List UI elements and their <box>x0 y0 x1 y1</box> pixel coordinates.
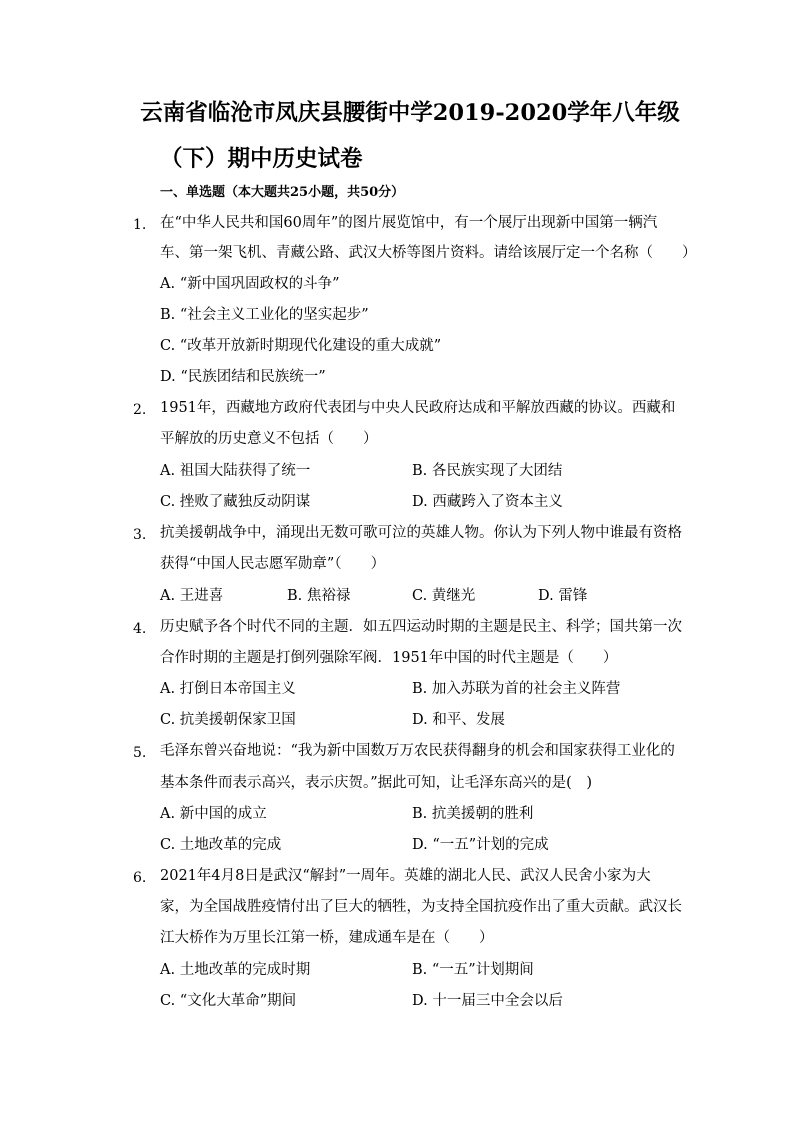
option-d[interactable]: D. 西藏跨入了资本主义 <box>412 494 563 510</box>
question-stem-line: 合作时期的主题是打倒列强除军阀．1951年中国的时代主题是（ ） <box>160 650 618 666</box>
question-number: 2. <box>133 402 147 418</box>
question-number: 4. <box>133 621 147 637</box>
option-a[interactable]: A. 新中国的成立 <box>160 806 267 822</box>
option-b[interactable]: B. 各民族实现了大团结 <box>412 463 563 479</box>
option-a[interactable]: A. 王进喜 <box>160 588 224 604</box>
option-c[interactable]: C. 抗美援朝保家卫国 <box>160 712 296 728</box>
option-a[interactable]: A. 打倒日本帝国主义 <box>160 681 296 697</box>
question-stem-line: 获得“中国人民志愿军勋章”（ ） <box>160 556 386 572</box>
question-stem-line: 江大桥作为万里长江第一桥，建成通车是在（ ） <box>160 930 494 946</box>
question-number: 3. <box>133 527 147 543</box>
question-number: 5. <box>133 745 147 761</box>
question-stem-line: 平解放的历史意义不包括（ ） <box>160 431 378 447</box>
question-stem-line: 抗美援朝战争中，涌现出无数可歌可泣的英雄人物。你认为下列人物中谁最有资格 <box>160 525 682 541</box>
question-stem-line: 车、第一架飞机、青藏公路、武汉大桥等图片资料。请给该展厅定一个名称（ ） <box>160 245 697 261</box>
option-a[interactable]: A. 祖国大陆获得了统一 <box>160 463 311 479</box>
option-b[interactable]: B. 焦裕禄 <box>287 588 351 604</box>
question-stem-line: 家，为全国战胜疫情付出了巨大的牺牲，为支持全国抗疫作出了重大贡献。武汉长 <box>160 899 682 915</box>
option-b[interactable]: B. 抗美援朝的胜利 <box>412 806 534 822</box>
question-stem-line: 1951年，西藏地方政府代表团与中央人民政府达成和平解放西藏的协议。西藏和 <box>160 400 676 416</box>
option-d[interactable]: D. “一五”计划的完成 <box>412 837 549 853</box>
page-title: 云南省临沧市凤庆县腰街中学2019-2020学年八年级 <box>140 100 680 126</box>
page-subtitle: （下）期中历史试卷 <box>160 146 363 172</box>
option-a[interactable]: A. “新中国巩固政权的斗争” <box>160 276 340 292</box>
option-c[interactable]: C. 挫败了藏独反动阴谋 <box>160 494 311 510</box>
question-stem-line: 毛泽东曾兴奋地说：“我为新中国数万万农民获得翻身的机会和国家获得工业化的 <box>160 743 675 759</box>
option-c[interactable]: C. “文化大革命”期间 <box>160 993 297 1009</box>
option-c[interactable]: C. 黄继光 <box>412 588 476 604</box>
option-a[interactable]: A. 土地改革的完成时期 <box>160 962 311 978</box>
option-d[interactable]: D. 和平、发展 <box>412 712 505 728</box>
question-number: 6. <box>133 870 147 886</box>
option-d[interactable]: D. 雷锋 <box>538 588 588 604</box>
question-number: 1. <box>133 217 147 233</box>
section-heading: 一、单选题（本大题共25小题，共50分） <box>160 185 405 200</box>
question-stem-line: 2021年4月8日是武汉“解封”一周年。英雄的湖北人民、武汉人民舍小家为大 <box>160 868 651 884</box>
option-c[interactable]: C. 土地改革的完成 <box>160 837 282 853</box>
option-c[interactable]: C. “改革开放新时期现代化建设的重大成就” <box>160 338 442 354</box>
option-d[interactable]: D. 十一届三中全会以后 <box>412 993 563 1009</box>
option-b[interactable]: B. 加入苏联为首的社会主义阵营 <box>412 681 621 697</box>
option-b[interactable]: B. “社会主义工业化的坚实起步” <box>160 307 369 323</box>
question-stem-line: 基本条件而表示高兴，表示庆贺。”据此可知，让毛泽东高兴的是( ) <box>160 775 592 791</box>
option-d[interactable]: D. “民族团结和民族统一” <box>160 369 326 385</box>
option-b[interactable]: B. “一五”计划期间 <box>412 962 534 978</box>
question-stem-line: 历史赋予各个时代不同的主题．如五四运动时期的主题是民主、科学；国共第一次 <box>160 619 682 635</box>
question-stem-line: 在“中华人民共和国60周年”的图片展览馆中，有一个展厅出现新中国第一辆汽 <box>160 215 658 231</box>
